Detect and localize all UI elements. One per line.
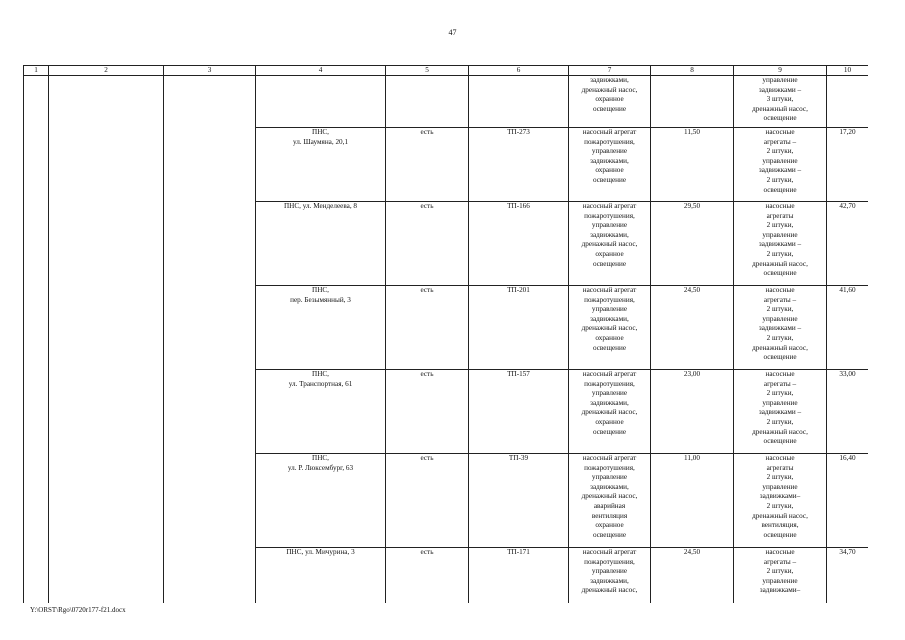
cell-c9: управление задвижками – 3 штуки, дренажный насос, освещение (734, 76, 827, 128)
merged-cell-col1 (24, 76, 49, 604)
cell-c4: ПНС, ул. Р. Люксембург, 63 (256, 454, 386, 548)
cell-c9: насосные агрегаты – 2 штуки, управление задвижками – 2 штуки, дренажный насос, освещение (734, 370, 827, 454)
table-container (23, 65, 868, 603)
cell-c4: ПНС, пер. Безымянный, 3 (256, 286, 386, 370)
cell-c10: 17,20 (827, 128, 869, 202)
cell-c6: ТП-201 (469, 286, 569, 370)
cell-c5: есть (386, 370, 469, 454)
cell-c8 (651, 76, 734, 128)
table-row (24, 76, 869, 128)
cell-c5: есть (386, 128, 469, 202)
cell-c9: насосные агрегаты 2 штуки, управление задвижками– 2 штуки, дренажный насос, вентиляция, освещение (734, 454, 827, 548)
table-header-row (24, 66, 869, 76)
header-cell: 7 (569, 66, 651, 76)
cell-c7: задвижками, дренажный насос, охранное освещение (569, 76, 651, 128)
cell-c10 (827, 76, 869, 128)
merged-cell-col3 (164, 76, 256, 604)
cell-c8: 29,50 (651, 202, 734, 286)
cell-c6: ТП-171 (469, 548, 569, 604)
cell-c10: 34,70 (827, 548, 869, 604)
cell-c5 (386, 76, 469, 128)
cell-c6 (469, 76, 569, 128)
cell-c5: есть (386, 202, 469, 286)
cell-c10: 33,00 (827, 370, 869, 454)
cell-c10: 42,70 (827, 202, 869, 286)
cell-c5: есть (386, 454, 469, 548)
page-number: 47 (448, 28, 457, 37)
cell-c10: 16,40 (827, 454, 869, 548)
footer-file-path: Y:\ORST\Rgo\0720r177-f21.docx (30, 606, 126, 614)
cell-c8: 23,00 (651, 370, 734, 454)
cell-c8: 11,50 (651, 128, 734, 202)
header-cell: 2 (49, 66, 164, 76)
cell-c10: 41,60 (827, 286, 869, 370)
cell-c4: ПНС, ул. Транспортная, 61 (256, 370, 386, 454)
cell-c9: насосные агрегаты – 2 штуки, управление задвижками– (734, 548, 827, 604)
cell-c7: насосный агрегат пожаротушения, управление задвижками, дренажный насос, (569, 548, 651, 604)
cell-c7: насосный агрегат пожаротушения, управление задвижками, дренажный насос, аварийная вентиляция охранное освещение (569, 454, 651, 548)
cell-c7: насосный агрегат пожаротушения, управление задвижками, охранное освещение (569, 128, 651, 202)
cell-c6: ТП-166 (469, 202, 569, 286)
header-cell: 3 (164, 66, 256, 76)
header-cell: 9 (734, 66, 827, 76)
cell-c8: 24,50 (651, 286, 734, 370)
cell-c9: насосные агрегаты – 2 штуки, управление задвижками – 2 штуки, дренажный насос, освещение (734, 286, 827, 370)
cell-c5: есть (386, 548, 469, 604)
cell-c4: ПНС, ул. Мичурина, 3 (256, 548, 386, 604)
cell-c6: ТП-157 (469, 370, 569, 454)
data-table (23, 65, 868, 603)
cell-c7: насосный агрегат пожаротушения, управление задвижками, дренажный насос, охранное освещение (569, 370, 651, 454)
cell-c7: насосный агрегат пожаротушения, управление задвижками, дренажный насос, охранное освещение (569, 286, 651, 370)
cell-c4 (256, 76, 386, 128)
cell-c6: ТП-39 (469, 454, 569, 548)
header-cell: 10 (827, 66, 869, 76)
header-cell: 1 (24, 66, 49, 76)
cell-c5: есть (386, 286, 469, 370)
header-cell: 5 (386, 66, 469, 76)
header-cell: 6 (469, 66, 569, 76)
cell-c8: 24,50 (651, 548, 734, 604)
cell-c4: ПНС, ул. Шаумяна, 20,1 (256, 128, 386, 202)
cell-c9: насосные агрегаты 2 штуки, управление задвижками – 2 штуки, дренажный насос, освещение (734, 202, 827, 286)
header-cell: 8 (651, 66, 734, 76)
cell-c4: ПНС, ул. Менделеева, 8 (256, 202, 386, 286)
cell-c6: ТП-273 (469, 128, 569, 202)
cell-c8: 11,00 (651, 454, 734, 548)
merged-cell-col2 (49, 76, 164, 604)
cell-c7: насосный агрегат пожаротушения, управление задвижками, дренажный насос, охранное освещение (569, 202, 651, 286)
cell-c9: насосные агрегаты – 2 штуки, управление задвижками – 2 штуки, освещение (734, 128, 827, 202)
header-cell: 4 (256, 66, 386, 76)
